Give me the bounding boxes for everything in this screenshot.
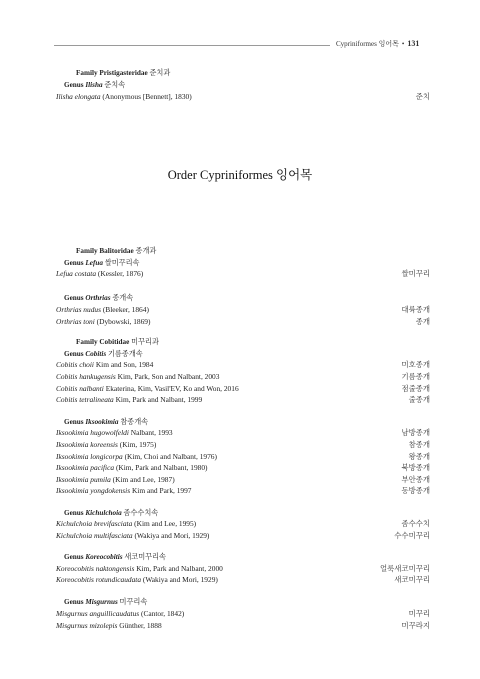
header-rule — [54, 45, 330, 46]
genus-heading: Genus Iksookimia 참종개속 — [64, 418, 149, 426]
species-row: Orthrias toni (Dybowski, 1869) 종개 — [56, 317, 430, 326]
species-row: Ilisha elongata (Anonymous [Bennett], 1830) 준치 — [56, 92, 430, 101]
species-row: Kichulchoia multifasciata (Wakiya and Mori, 1929) 수수미꾸리 — [56, 531, 430, 540]
species-row: Misgurnus mizolepis Günther, 1888 미꾸라지 — [56, 621, 430, 630]
species-row: Orthrias nudus (Bleeker, 1864) 대륙종개 — [56, 305, 430, 314]
page-number: 131 — [407, 39, 420, 48]
genus-heading: Genus Ilisha 준치속 — [64, 81, 126, 89]
species-row: Iksookimia pacifica (Kim, Park and Nalbant, 1980) 북방종개 — [56, 463, 430, 472]
genus-heading: Genus Orthrias 종개속 — [64, 294, 134, 302]
bullet-separator: • — [401, 40, 405, 48]
order-title: Order Cypriniformes 잉어목 — [167, 168, 313, 182]
family-heading: Family Balitoridae 종개과 — [76, 247, 157, 255]
species-row: Cobitis tetralineata Kim, Park and Nalbant, 1999 줄종개 — [56, 395, 430, 404]
species-row: Koreocobitis naktongensis Kim, Park and Nalbant, 2000 얼룩새코미꾸리 — [56, 564, 430, 573]
genus-heading: Genus Lefua 쌀미꾸리속 — [64, 259, 140, 267]
species-row: Kichulchoia brevifasciata (Kim and Lee, 1995) 좀수수치 — [56, 519, 430, 528]
genus-heading: Genus Cobitis 기름종개속 — [64, 350, 143, 358]
species-row: Iksookimia pumila (Kim and Lee, 1987) 부안종개 — [56, 475, 430, 484]
species-row: Iksookimia yongdokensis Kim and Park, 1997 동방종개 — [56, 486, 430, 495]
species-row: Iksookimia longicorpa (Kim, Choi and Nalbant, 1976) 왕종개 — [56, 452, 430, 461]
species-row: Cobitis hankugensis Kim, Park, Son and Nalbant, 2003 기름종개 — [56, 372, 430, 381]
genus-heading: Genus Kichulchoia 좀수수치속 — [64, 509, 159, 517]
genus-heading: Genus Misgurnus 미꾸리속 — [64, 598, 148, 606]
running-head — [336, 39, 428, 49]
family-heading: Family Pristigasteridae 준치과 — [76, 69, 171, 77]
species-row: Iksookimia hugowolfeldi Nalbant, 1993 남방종개 — [56, 428, 430, 437]
species-row: Cobitis nalbanti Ekaterina, Kim, Vasil'EV, Ko and Won, 2016 점줄종개 — [56, 384, 430, 393]
species-row: Iksookimia koreensis (Kim, 1975) 참종개 — [56, 440, 430, 449]
family-heading: Family Cobitidae 미꾸리과 — [76, 338, 159, 346]
running-title: Cypriniformes 잉어목 — [336, 40, 399, 48]
species-row: Misgurnus anguillicaudatus (Cantor, 1842) 미꾸리 — [56, 609, 430, 618]
species-row: Koreocobitis rotundicaudata (Wakiya and Mori, 1929) 새코미꾸리 — [56, 575, 430, 584]
genus-heading: Genus Koreocobitis 새코미꾸리속 — [64, 553, 166, 561]
species-row: Lefua costata (Kessler, 1876) 쌀미꾸리 — [56, 269, 430, 278]
species-row: Cobitis choii Kim and Son, 1984 미호종개 — [56, 360, 430, 369]
